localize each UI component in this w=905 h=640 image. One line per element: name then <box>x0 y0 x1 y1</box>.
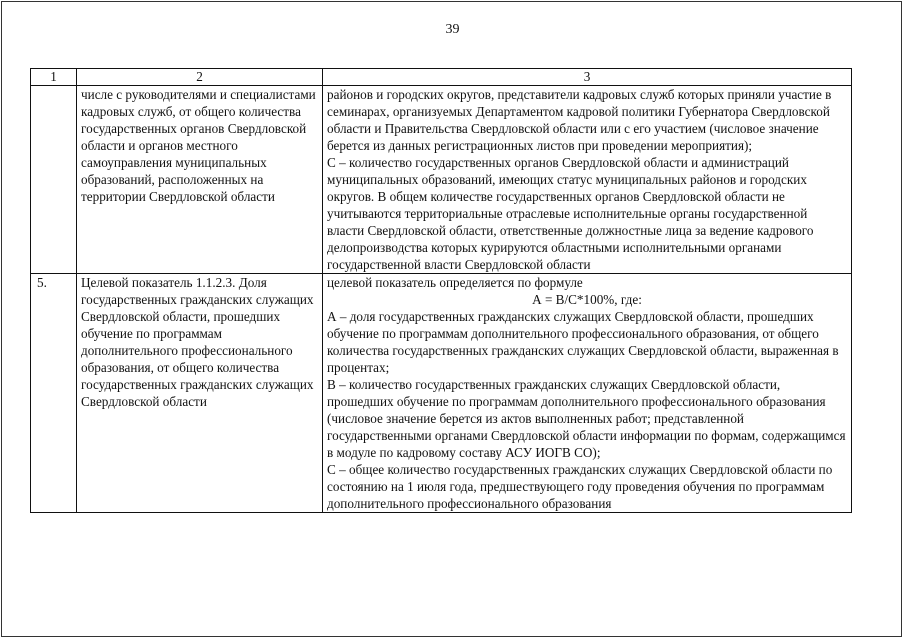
method-intro: целевой показатель определяется по формуле <box>327 275 583 290</box>
indicator-table <box>30 68 852 513</box>
method-paragraph: районов и городских округов, представители кадровых служб которых приняли участие в семинарах, организуемых Департаментом кадровой политики Губернатора Свердловской области и Правительства Свердловской области или с его участием (числовое значение берется из данных регистрационных листов при проведении мероприятия); <box>327 87 832 153</box>
indicator-name: числе с руководителями и специалистами кадровых служб, от общего количества государственных органов Свердловской области и органов местного самоуправления муниципальных образований, расположенных на территории Свердловской области <box>77 86 323 274</box>
indicator-method <box>323 274 852 513</box>
column-header-3: 3 <box>323 69 852 86</box>
column-header-1: 1 <box>31 69 77 86</box>
table-header-row <box>31 69 852 86</box>
column-header-2: 2 <box>77 69 323 86</box>
row-number: 5. <box>31 274 77 513</box>
indicator-name: Целевой показатель 1.1.2.3. Доля государственных гражданских служащих Свердловской области, прошедших обучение по программам дополнительного профессионального образования, от общего количества государственных гражданских служащих Свердловской области <box>77 274 323 513</box>
method-paragraph: А – доля государственных гражданских служащих Свердловской области, прошедших обучение по программам дополнительного профессионального образования, от общего количества государственных гражданских служащих Свердловской области, выраженная в процентах; <box>327 309 839 375</box>
table-row <box>31 274 852 513</box>
row-number <box>31 86 77 274</box>
table-row <box>31 86 852 274</box>
method-paragraph: В – количество государственных гражданских служащих Свердловской области, прошедших обучение по программам дополнительного профессионального образования (числовое значение берется из актов выполненных работ; представленной государственными органами Свердловской области информации по формам, содержащимся в модуле по кадровому составу АСУ ИОГВ СО); <box>327 377 846 460</box>
method-paragraph: С – общее количество государственных гражданских служащих Свердловской области по состоянию на 1 июля года, предшествующего году проведения обучения по программам дополнительного профессионального образования <box>327 462 833 511</box>
page-number: 39 <box>445 22 460 37</box>
formula: А = В/С*100%, где: <box>532 292 642 307</box>
method-paragraph: С – количество государственных органов Свердловской области и администраций муниципальных образований, имеющих статус муниципальных районов и городских округов. В общем количестве государственных органов Свердловской области не учитываются территориальные отраслевые исполнительные органы государственной власти Свердловской области, ответственные должностные лица за ведение кадрового делопроизводства которых курируются областными исполнительными органами государственной власти Свердловской области <box>327 155 814 272</box>
indicator-method <box>323 86 852 274</box>
